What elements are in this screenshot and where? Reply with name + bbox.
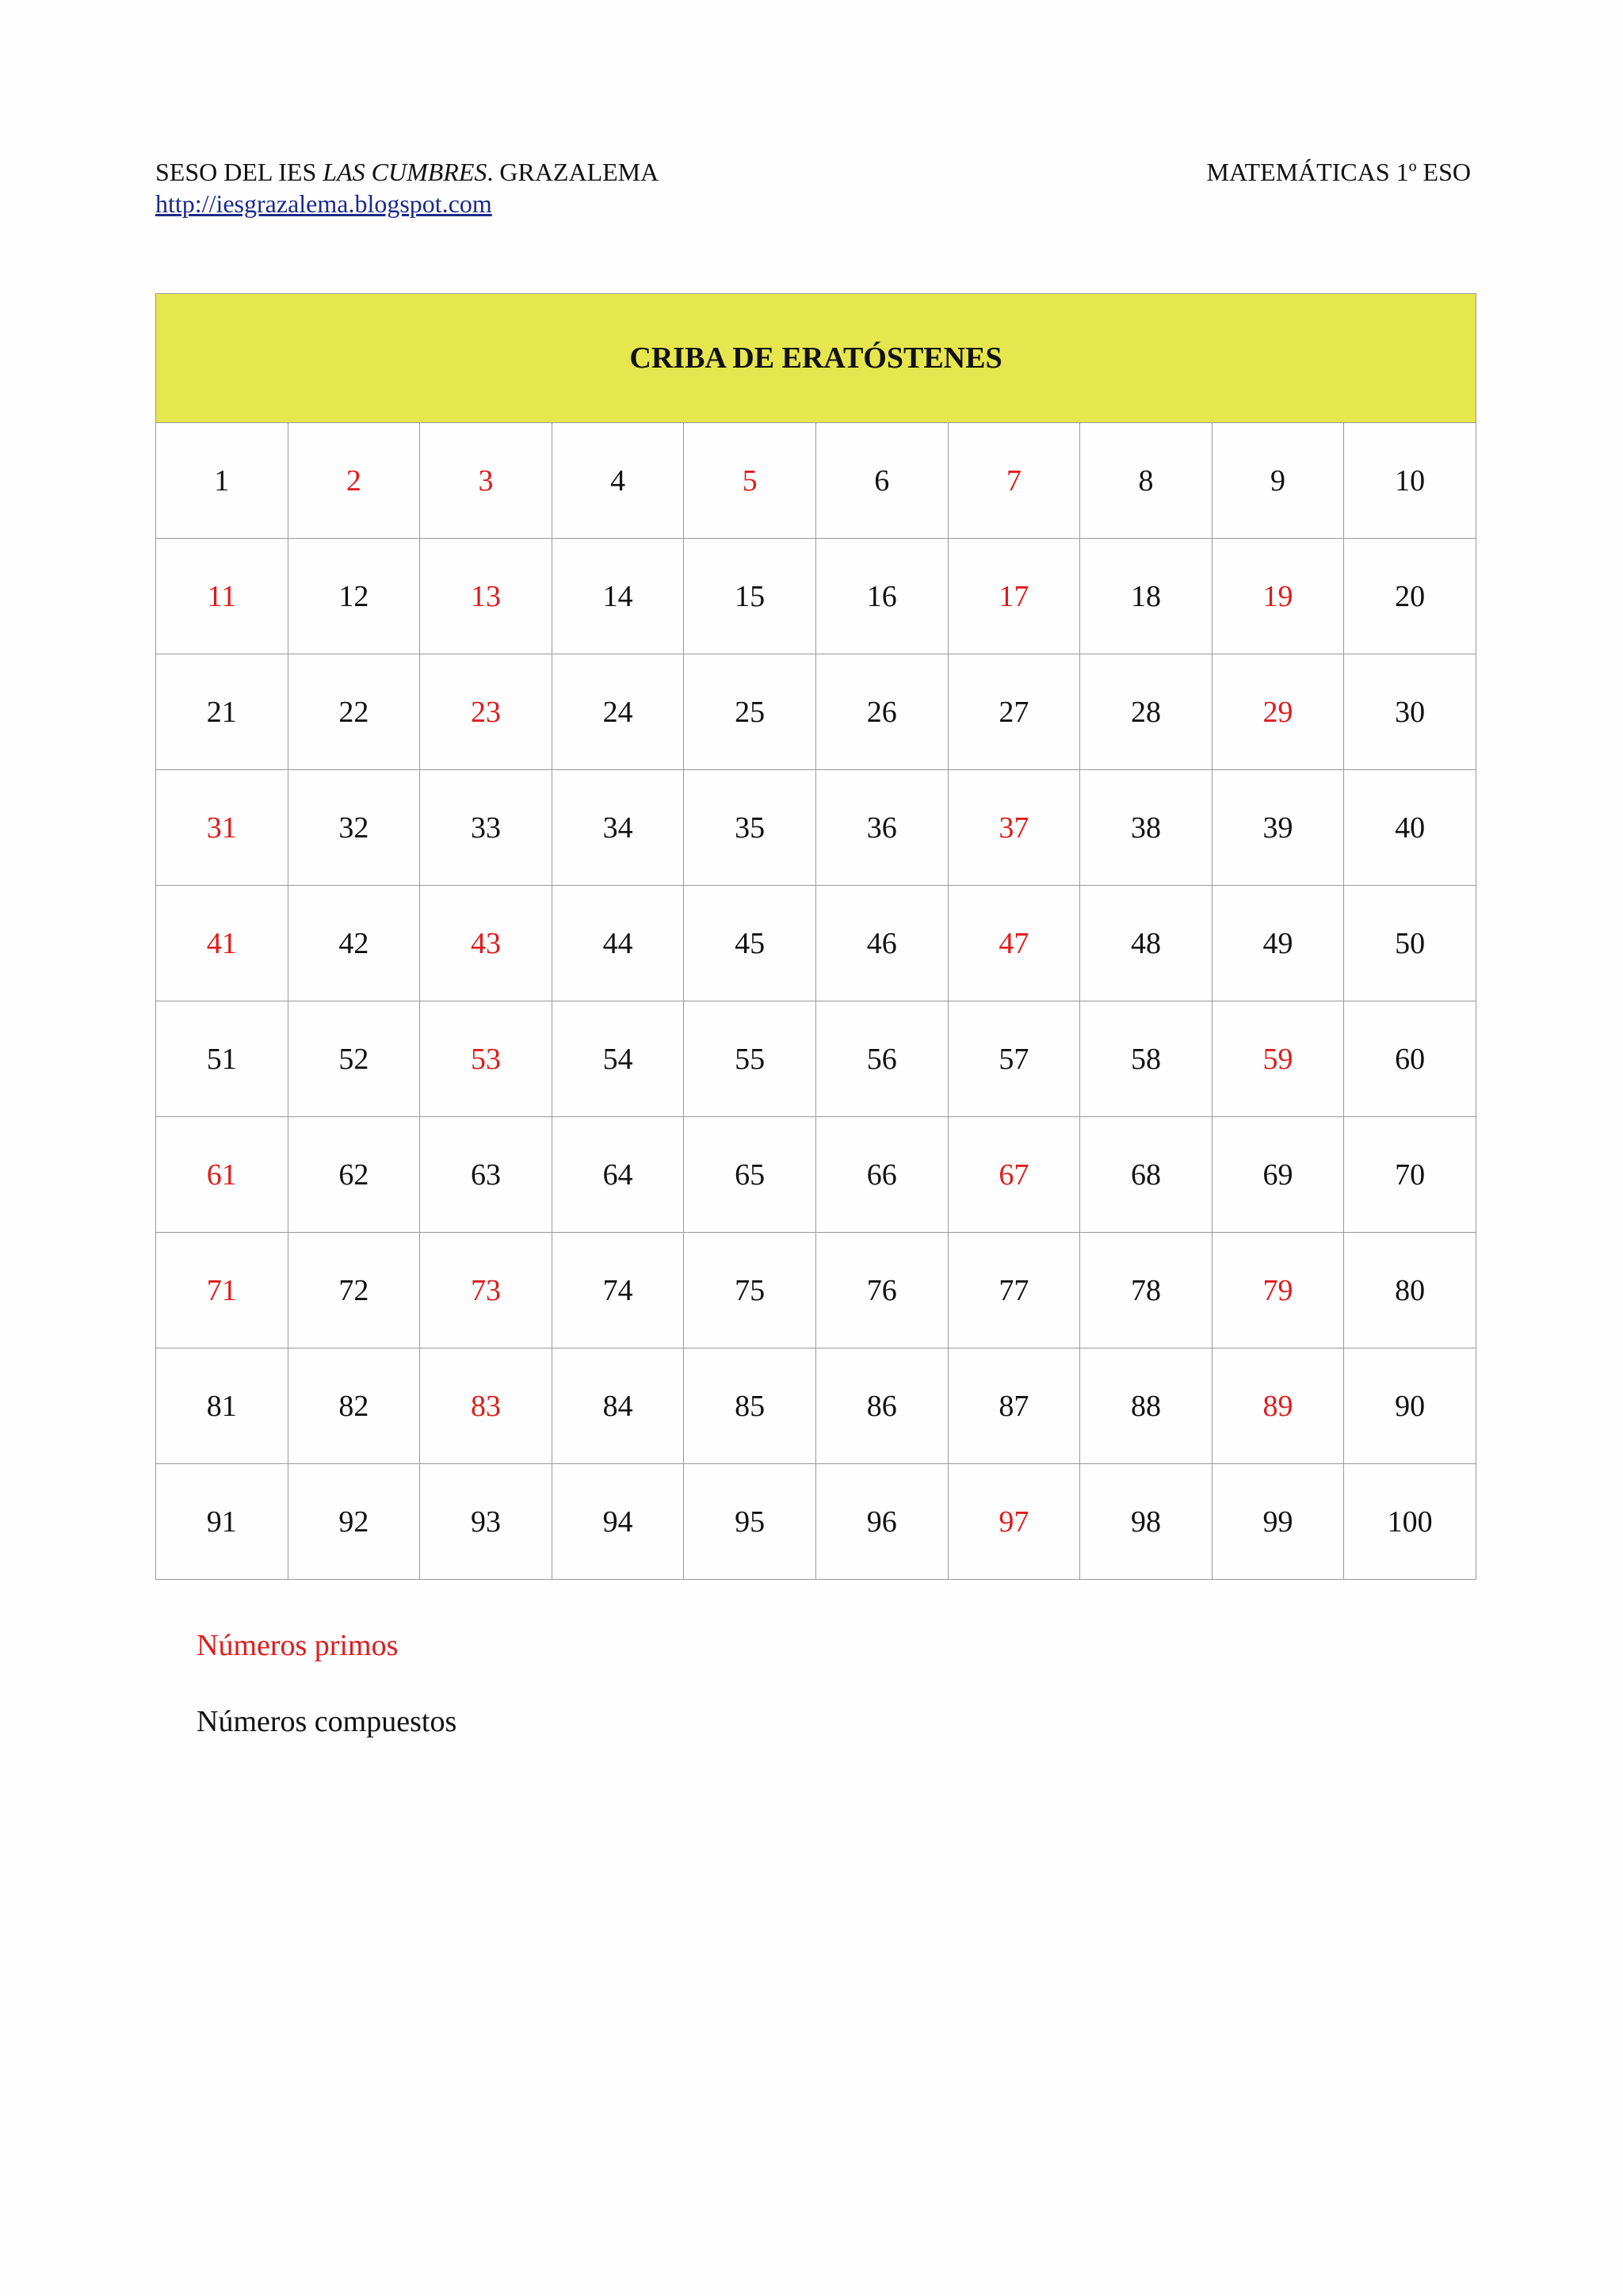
number-cell: 36	[815, 770, 948, 886]
number-cell: 26	[815, 654, 948, 770]
number-cell: 35	[684, 770, 816, 886]
prime-number-cell: 2	[288, 423, 420, 539]
number-cell: 6	[815, 423, 948, 539]
number-cell: 68	[1080, 1117, 1212, 1233]
number-cell: 30	[1344, 654, 1476, 770]
number-cell: 51	[156, 1001, 288, 1117]
table-row	[156, 886, 1476, 1001]
number-cell: 98	[1080, 1464, 1212, 1580]
number-cell: 78	[1080, 1233, 1212, 1348]
school-suffix: . GRAZALEMA	[487, 158, 659, 186]
prime-number-cell: 41	[156, 886, 288, 1001]
legend-primes: Números primos	[197, 1629, 399, 1662]
number-cell: 42	[288, 886, 420, 1001]
number-cell: 84	[552, 1348, 684, 1464]
number-cell: 50	[1344, 886, 1476, 1001]
number-cell: 33	[420, 770, 552, 886]
number-cell: 99	[1212, 1464, 1344, 1580]
number-cell: 25	[684, 654, 816, 770]
prime-number-cell: 47	[948, 886, 1080, 1001]
table-row	[156, 770, 1476, 886]
prime-number-cell: 97	[948, 1464, 1080, 1580]
number-cell: 75	[684, 1233, 816, 1348]
number-cell: 27	[948, 654, 1080, 770]
number-cell: 39	[1212, 770, 1344, 886]
prime-number-cell: 3	[420, 423, 552, 539]
number-cell: 18	[1080, 539, 1212, 654]
number-cell: 54	[552, 1001, 684, 1117]
number-cell: 82	[288, 1348, 420, 1464]
table-title: CRIBA DE ERATÓSTENES	[156, 294, 1476, 423]
number-cell: 86	[815, 1348, 948, 1464]
number-cell: 58	[1080, 1001, 1212, 1117]
number-cell: 9	[1212, 423, 1344, 539]
number-cell: 72	[288, 1233, 420, 1348]
number-cell: 12	[288, 539, 420, 654]
number-cell: 15	[684, 539, 816, 654]
number-cell: 57	[948, 1001, 1080, 1117]
prime-number-cell: 31	[156, 770, 288, 886]
blog-link[interactable]: http://iesgrazalema.blogspot.com	[155, 189, 492, 218]
table-row	[156, 1117, 1476, 1233]
number-cell: 81	[156, 1348, 288, 1464]
prime-number-cell: 73	[420, 1233, 552, 1348]
number-cell: 63	[420, 1117, 552, 1233]
prime-number-cell: 19	[1212, 539, 1344, 654]
number-cell: 49	[1212, 886, 1344, 1001]
table-row	[156, 1001, 1476, 1117]
number-cell: 77	[948, 1233, 1080, 1348]
table-row	[156, 539, 1476, 654]
school-name	[155, 155, 659, 189]
number-cell: 48	[1080, 886, 1212, 1001]
prime-number-cell: 23	[420, 654, 552, 770]
number-cell: 1	[156, 423, 288, 539]
number-cell: 46	[815, 886, 948, 1001]
table-row	[156, 1348, 1476, 1464]
sieve-table	[155, 293, 1476, 1580]
number-cell: 21	[156, 654, 288, 770]
prime-number-cell: 67	[948, 1117, 1080, 1233]
prime-number-cell: 5	[684, 423, 816, 539]
prime-number-cell: 7	[948, 423, 1080, 539]
table-row	[156, 1233, 1476, 1348]
prime-number-cell: 59	[1212, 1001, 1344, 1117]
number-cell: 32	[288, 770, 420, 886]
number-cell: 24	[552, 654, 684, 770]
prime-number-cell: 17	[948, 539, 1080, 654]
number-cell: 16	[815, 539, 948, 654]
number-cell: 85	[684, 1348, 816, 1464]
number-cell: 45	[684, 886, 816, 1001]
number-cell: 10	[1344, 423, 1476, 539]
number-cell: 34	[552, 770, 684, 886]
prime-number-cell: 29	[1212, 654, 1344, 770]
number-cell: 90	[1344, 1348, 1476, 1464]
number-cell: 56	[815, 1001, 948, 1117]
prime-number-cell: 11	[156, 539, 288, 654]
number-cell: 28	[1080, 654, 1212, 770]
prime-number-cell: 13	[420, 539, 552, 654]
school-name-italic: LAS CUMBRES	[323, 158, 487, 186]
number-cell: 14	[552, 539, 684, 654]
number-cell: 100	[1344, 1464, 1476, 1580]
number-cell: 4	[552, 423, 684, 539]
prime-number-cell: 83	[420, 1348, 552, 1464]
number-cell: 22	[288, 654, 420, 770]
number-cell: 44	[552, 886, 684, 1001]
number-cell: 64	[552, 1117, 684, 1233]
prime-number-cell: 53	[420, 1001, 552, 1117]
number-cell: 80	[1344, 1233, 1476, 1348]
legend-composites: Números compuestos	[197, 1705, 457, 1738]
number-cell: 88	[1080, 1348, 1212, 1464]
subject-label: MATEMÁTICAS 1º ESO	[1206, 158, 1471, 186]
number-cell: 20	[1344, 539, 1476, 654]
number-cell: 91	[156, 1464, 288, 1580]
number-cell: 74	[552, 1233, 684, 1348]
number-cell: 52	[288, 1001, 420, 1117]
prime-number-cell: 71	[156, 1233, 288, 1348]
number-cell: 66	[815, 1117, 948, 1233]
number-cell: 87	[948, 1348, 1080, 1464]
prime-number-cell: 61	[156, 1117, 288, 1233]
title-row	[156, 294, 1476, 423]
number-cell: 40	[1344, 770, 1476, 886]
number-cell: 95	[684, 1464, 816, 1580]
prime-number-cell: 79	[1212, 1233, 1344, 1348]
number-cell: 92	[288, 1464, 420, 1580]
number-cell: 96	[815, 1464, 948, 1580]
table-row	[156, 1464, 1476, 1580]
prime-number-cell: 37	[948, 770, 1080, 886]
number-cell: 94	[552, 1464, 684, 1580]
number-cell: 76	[815, 1233, 948, 1348]
number-cell: 62	[288, 1117, 420, 1233]
table-row	[156, 423, 1476, 539]
number-cell: 69	[1212, 1117, 1344, 1233]
number-cell: 93	[420, 1464, 552, 1580]
number-cell: 60	[1344, 1001, 1476, 1117]
school-prefix: SESO DEL IES	[155, 158, 323, 186]
number-cell: 38	[1080, 770, 1212, 886]
number-cell: 70	[1344, 1117, 1476, 1233]
number-cell: 8	[1080, 423, 1212, 539]
prime-number-cell: 43	[420, 886, 552, 1001]
prime-number-cell: 89	[1212, 1348, 1344, 1464]
number-cell: 65	[684, 1117, 816, 1233]
table-row	[156, 654, 1476, 770]
number-cell: 55	[684, 1001, 816, 1117]
